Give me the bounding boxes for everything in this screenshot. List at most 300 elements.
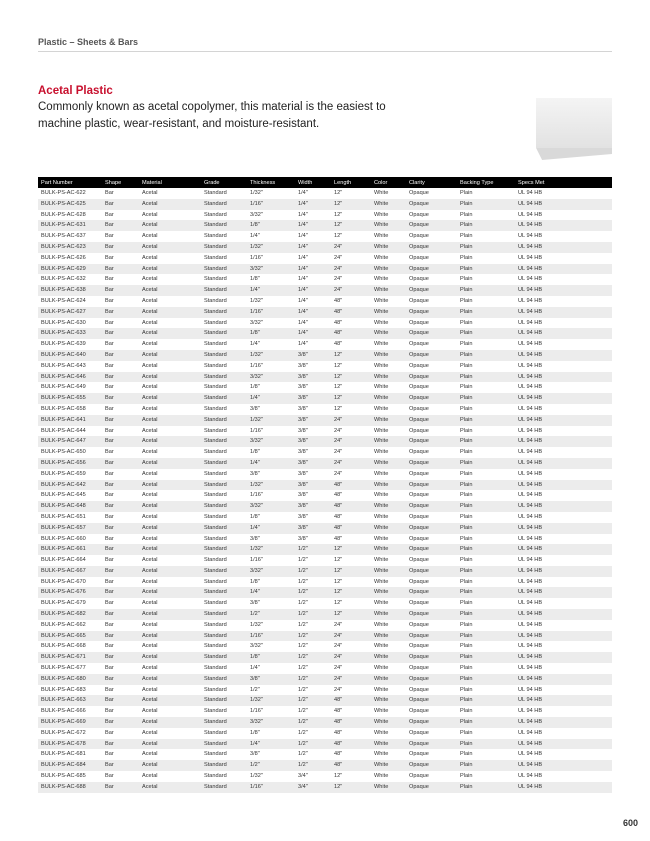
cell-width: 3/8": [295, 393, 331, 404]
cell-backing-type: Plain: [460, 297, 473, 304]
cell-shape: Bar: [105, 211, 114, 218]
cell-width: 1/4": [298, 211, 308, 218]
cell-length: 24": [331, 415, 371, 426]
cell-specs-met: UL 94 HB: [518, 470, 543, 477]
cell-shape: Bar: [102, 328, 139, 339]
cell-thickness: 1/32": [247, 695, 295, 706]
cell-length: 24": [334, 643, 343, 650]
cell-material: Acetal: [142, 621, 158, 628]
cell-grade: Standard: [204, 751, 227, 758]
cell-clarity: Opaque: [409, 190, 429, 196]
cell-length: 24": [334, 686, 343, 693]
cell-clarity: Opaque: [406, 285, 457, 296]
cell-part-number: BULK-PS-AC-660: [41, 535, 86, 542]
cell-clarity: Opaque: [409, 211, 429, 218]
cell-part-number: BULK-PS-AC-628: [41, 211, 86, 218]
cell-length: 24": [331, 652, 371, 663]
cell-backing-type: Plain: [457, 523, 515, 534]
cell-clarity: Opaque: [406, 631, 457, 642]
cell-thickness: 3/32": [247, 372, 295, 383]
cell-part-number: BULK-PS-AC-650: [41, 449, 86, 456]
cell-material: Acetal: [142, 297, 158, 304]
cell-thickness: 1/16": [250, 492, 263, 499]
cell-thickness: 1/8": [247, 652, 295, 663]
cell-thickness: 1/32": [247, 242, 295, 253]
cell-color: White: [374, 470, 389, 477]
cell-specs-met: UL 94 HB: [515, 307, 612, 318]
cell-length: 48": [334, 729, 343, 736]
cell-specs-met: UL 94 HB: [518, 686, 543, 693]
cell-part-number: BULK-PS-AC-665: [38, 631, 102, 642]
cell-backing-type: Plain: [457, 458, 515, 469]
cell-part-number: BULK-PS-AC-645: [41, 492, 86, 499]
table-row: [38, 361, 612, 372]
cell-length: 12": [331, 782, 371, 793]
cell-backing-type: Plain: [457, 350, 515, 361]
cell-specs-met: UL 94 HB: [518, 665, 543, 672]
cell-color: White: [374, 513, 389, 520]
cell-thickness: 1/16": [250, 427, 263, 434]
table-row: [38, 544, 612, 555]
cell-length: 12": [334, 773, 343, 780]
cell-specs-met: UL 94 HB: [515, 220, 612, 231]
cell-grade: Standard: [201, 415, 247, 426]
table-row: [38, 393, 612, 404]
cell-width: 1/2": [295, 674, 331, 685]
cell-shape: Bar: [102, 544, 139, 555]
table-row: [38, 760, 612, 771]
cell-clarity: Opaque: [406, 199, 457, 210]
column-header: Backing Type: [457, 177, 515, 188]
cell-color: White: [371, 199, 406, 210]
cell-clarity: Opaque: [406, 587, 457, 598]
cell-length: 48": [334, 341, 343, 348]
cell-grade: Standard: [201, 501, 247, 512]
table-row: [38, 674, 612, 685]
cell-shape: Bar: [102, 760, 139, 771]
table-row: [38, 717, 612, 728]
cell-backing-type: Plain: [460, 362, 473, 369]
cell-grade: Standard: [204, 427, 227, 434]
cell-material: Acetal: [139, 242, 201, 253]
cell-thickness: 1/8": [247, 220, 295, 231]
cell-part-number: BULK-PS-AC-659: [41, 470, 86, 477]
cell-thickness: 3/8": [250, 470, 260, 477]
cell-part-number: BULK-PS-AC-646: [38, 372, 102, 383]
cell-clarity: Opaque: [409, 621, 429, 628]
cell-specs-met: UL 94 HB: [515, 458, 612, 469]
cell-length: 24": [331, 436, 371, 447]
cell-clarity: Opaque: [406, 480, 457, 491]
cell-thickness: 1/32": [247, 415, 295, 426]
cell-specs-met: UL 94 HB: [518, 384, 543, 391]
cell-backing-type: Plain: [460, 665, 473, 672]
cell-color: White: [371, 695, 406, 706]
cell-shape: Bar: [102, 264, 139, 275]
cell-shape: Bar: [102, 393, 139, 404]
cell-specs-met: UL 94 HB: [515, 436, 612, 447]
cell-thickness: 1/2": [247, 609, 295, 620]
cell-material: Acetal: [139, 436, 201, 447]
cell-part-number: BULK-PS-AC-623: [38, 242, 102, 253]
cell-grade: Standard: [201, 220, 247, 231]
cell-shape: Bar: [102, 436, 139, 447]
cell-grade: Standard: [204, 600, 227, 607]
table-row: [38, 199, 612, 210]
cell-thickness: 1/16": [247, 199, 295, 210]
cell-thickness: 1/8": [250, 384, 260, 391]
cell-length: 48": [331, 695, 371, 706]
cell-clarity: Opaque: [406, 264, 457, 275]
cell-specs-met: UL 94 HB: [518, 297, 543, 304]
cell-thickness: 1/8": [250, 578, 260, 585]
cell-length: 48": [331, 307, 371, 318]
cell-length: 48": [334, 297, 343, 304]
table-row: [38, 242, 612, 253]
cell-shape: Bar: [105, 190, 114, 196]
cell-length: 12": [334, 233, 343, 240]
column-header: Grade: [201, 177, 247, 188]
cell-material: Acetal: [142, 643, 158, 650]
cell-backing-type: Plain: [457, 436, 515, 447]
table-row: [38, 382, 612, 393]
cell-shape: Bar: [105, 384, 114, 391]
cell-thickness: 3/32": [250, 211, 263, 218]
table-row: [38, 512, 612, 523]
cell-backing-type: Plain: [457, 307, 515, 318]
cell-width: 1/2": [295, 544, 331, 555]
cell-grade: Standard: [201, 480, 247, 491]
cell-specs-met: UL 94 HB: [518, 276, 543, 283]
cell-specs-met: UL 94 HB: [515, 285, 612, 296]
cell-part-number: BULK-PS-AC-632: [41, 276, 86, 283]
cell-grade: Standard: [204, 211, 227, 218]
table-row: [38, 210, 612, 221]
cell-backing-type: Plain: [460, 535, 473, 542]
cell-shape: Bar: [102, 285, 139, 296]
cell-grade: Standard: [204, 297, 227, 304]
cell-thickness: 1/8": [250, 276, 260, 283]
cell-part-number: BULK-PS-AC-657: [38, 523, 102, 534]
cell-clarity: Opaque: [406, 609, 457, 620]
cell-part-number: BULK-PS-AC-679: [41, 600, 86, 607]
cell-length: 48": [331, 328, 371, 339]
cell-thickness: 3/32": [247, 566, 295, 577]
column-header: Material: [139, 177, 201, 188]
cell-part-number: BULK-PS-AC-622: [41, 190, 86, 196]
table-header-row: [38, 177, 612, 188]
cell-part-number: BULK-PS-AC-685: [41, 773, 86, 780]
table-row: [38, 318, 612, 329]
cell-material: Acetal: [142, 341, 158, 348]
table-row: [38, 523, 612, 534]
cell-part-number: BULK-PS-AC-626: [41, 254, 86, 261]
cell-specs-met: UL 94 HB: [518, 449, 543, 456]
cell-clarity: Opaque: [406, 717, 457, 728]
acetal-sheet-icon: [536, 98, 612, 160]
cell-material: Acetal: [139, 587, 201, 598]
cell-part-number: BULK-PS-AC-644: [41, 427, 86, 434]
cell-backing-type: Plain: [457, 393, 515, 404]
cell-shape: Bar: [105, 319, 114, 326]
cell-color: White: [371, 264, 406, 275]
cell-material: Acetal: [139, 523, 201, 534]
cell-color: White: [374, 708, 389, 715]
cell-grade: Standard: [204, 492, 227, 499]
cell-width: 1/4": [295, 220, 331, 231]
cell-length: 48": [334, 319, 343, 326]
cell-material: Acetal: [142, 513, 158, 520]
cell-thickness: 1/32": [247, 480, 295, 491]
cell-length: 48": [331, 760, 371, 771]
cell-specs-met: UL 94 HB: [515, 328, 612, 339]
cell-thickness: 1/4": [250, 233, 260, 240]
cell-width: 3/8": [298, 492, 308, 499]
cell-color: White: [374, 341, 389, 348]
cell-color: White: [374, 729, 389, 736]
cell-specs-met: UL 94 HB: [515, 674, 612, 685]
cell-backing-type: Plain: [457, 587, 515, 598]
cell-material: Acetal: [139, 717, 201, 728]
cell-clarity: Opaque: [406, 501, 457, 512]
cell-specs-met: UL 94 HB: [518, 773, 543, 780]
cell-thickness: 1/4": [247, 393, 295, 404]
cell-length: 12": [334, 190, 343, 196]
cell-shape: Bar: [102, 372, 139, 383]
cell-thickness: 3/32": [250, 643, 263, 650]
cell-backing-type: Plain: [457, 220, 515, 231]
cell-specs-met: UL 94 HB: [515, 480, 612, 491]
cell-clarity: Opaque: [406, 415, 457, 426]
cell-material: Acetal: [142, 729, 158, 736]
table-row: [38, 555, 612, 566]
cell-material: Acetal: [142, 535, 158, 542]
cell-part-number: BULK-PS-AC-642: [38, 480, 102, 491]
cell-specs-met: UL 94 HB: [518, 621, 543, 628]
cell-length: 48": [334, 708, 343, 715]
cell-thickness: 3/32": [247, 501, 295, 512]
cell-clarity: Opaque: [406, 674, 457, 685]
cell-width: 3/8": [295, 480, 331, 491]
table-row: [38, 631, 612, 642]
cell-clarity: Opaque: [409, 600, 429, 607]
cell-shape: Bar: [105, 600, 114, 607]
cell-specs-met: UL 94 HB: [518, 557, 543, 564]
cell-length: 48": [331, 480, 371, 491]
cell-shape: Bar: [102, 652, 139, 663]
cell-clarity: Opaque: [406, 544, 457, 555]
cell-part-number: BULK-PS-AC-666: [41, 708, 86, 715]
cell-backing-type: Plain: [460, 773, 473, 780]
cell-backing-type: Plain: [460, 384, 473, 391]
cell-thickness: 1/16": [250, 557, 263, 564]
cell-thickness: 1/32": [250, 773, 263, 780]
cell-grade: Standard: [201, 458, 247, 469]
cell-clarity: Opaque: [406, 372, 457, 383]
cell-part-number: BULK-PS-AC-663: [38, 695, 102, 706]
cell-width: 3/8": [295, 372, 331, 383]
cell-length: 48": [331, 523, 371, 534]
cell-material: Acetal: [142, 578, 158, 585]
cell-color: White: [371, 544, 406, 555]
cell-backing-type: Plain: [460, 405, 473, 412]
table-row: [38, 695, 612, 706]
cell-width: 1/4": [298, 233, 308, 240]
cell-material: Acetal: [142, 254, 158, 261]
cell-width: 3/8": [295, 436, 331, 447]
cell-length: 48": [331, 717, 371, 728]
cell-width: 3/4": [298, 773, 308, 780]
cell-width: 1/2": [298, 578, 308, 585]
cell-color: White: [374, 211, 389, 218]
cell-grade: Standard: [204, 470, 227, 477]
table-row: [38, 534, 612, 545]
cell-clarity: Opaque: [406, 328, 457, 339]
cell-shape: Bar: [102, 566, 139, 577]
cell-shape: Bar: [102, 523, 139, 534]
table-row: [38, 609, 612, 620]
cell-length: 12": [331, 393, 371, 404]
column-header: Shape: [102, 177, 139, 188]
cell-shape: Bar: [102, 350, 139, 361]
cell-color: White: [371, 674, 406, 685]
cell-thickness: 1/16": [250, 708, 263, 715]
cell-material: Acetal: [142, 449, 158, 456]
cell-clarity: Opaque: [406, 436, 457, 447]
cell-thickness: 1/4": [250, 341, 260, 348]
cell-shape: Bar: [105, 427, 114, 434]
cell-grade: Standard: [204, 578, 227, 585]
cell-thickness: 1/4": [247, 587, 295, 598]
cell-grade: Standard: [204, 665, 227, 672]
cell-clarity: Opaque: [406, 458, 457, 469]
cell-thickness: 1/16": [250, 362, 263, 369]
cell-part-number: BULK-PS-AC-631: [38, 220, 102, 231]
cell-backing-type: Plain: [460, 492, 473, 499]
cell-backing-type: Plain: [460, 427, 473, 434]
cell-backing-type: Plain: [457, 199, 515, 210]
cell-clarity: Opaque: [406, 739, 457, 750]
cell-shape: Bar: [105, 405, 114, 412]
cell-shape: Bar: [105, 297, 114, 304]
cell-grade: Standard: [204, 686, 227, 693]
cell-length: 12": [331, 609, 371, 620]
table-row: [38, 739, 612, 750]
cell-part-number: BULK-PS-AC-676: [38, 587, 102, 598]
cell-color: White: [371, 652, 406, 663]
cell-specs-met: UL 94 HB: [518, 211, 543, 218]
table-row: [38, 749, 612, 760]
cell-color: White: [374, 427, 389, 434]
cell-material: Acetal: [142, 276, 158, 283]
cell-material: Acetal: [139, 415, 201, 426]
cell-color: White: [374, 319, 389, 326]
cell-width: 1/2": [295, 587, 331, 598]
cell-color: White: [371, 220, 406, 231]
cell-width: 1/2": [298, 600, 308, 607]
cell-material: Acetal: [142, 427, 158, 434]
cell-width: 1/2": [298, 686, 308, 693]
cell-specs-met: UL 94 HB: [518, 535, 543, 542]
cell-specs-met: UL 94 HB: [518, 341, 543, 348]
cell-clarity: Opaque: [406, 242, 457, 253]
cell-clarity: Opaque: [409, 276, 429, 283]
column-header: Part Number: [38, 177, 102, 188]
cell-material: Acetal: [139, 501, 201, 512]
cell-specs-met: UL 94 HB: [518, 362, 543, 369]
cell-specs-met: UL 94 HB: [518, 643, 543, 650]
cell-shape: Bar: [102, 782, 139, 793]
cell-color: White: [371, 717, 406, 728]
cell-shape: Bar: [105, 341, 114, 348]
cell-width: 3/8": [298, 405, 308, 412]
cell-clarity: Opaque: [409, 405, 429, 412]
cell-specs-met: UL 94 HB: [518, 600, 543, 607]
cell-color: White: [374, 276, 389, 283]
cell-backing-type: Plain: [460, 276, 473, 283]
cell-clarity: Opaque: [406, 220, 457, 231]
table-row: [38, 685, 612, 696]
cell-grade: Standard: [201, 674, 247, 685]
cell-part-number: BULK-PS-AC-658: [41, 405, 86, 412]
table-row: [38, 458, 612, 469]
cell-backing-type: Plain: [460, 341, 473, 348]
cell-material: Acetal: [142, 773, 158, 780]
table-row: [38, 350, 612, 361]
cell-shape: Bar: [105, 470, 114, 477]
cell-specs-met: UL 94 HB: [515, 631, 612, 642]
cell-length: 12": [334, 405, 343, 412]
cell-backing-type: Plain: [457, 544, 515, 555]
cell-width: 3/8": [298, 427, 308, 434]
cell-clarity: Opaque: [409, 470, 429, 477]
cell-material: Acetal: [142, 686, 158, 693]
cell-width: 1/2": [295, 695, 331, 706]
cell-shape: Bar: [105, 557, 114, 564]
cell-clarity: Opaque: [406, 393, 457, 404]
cell-backing-type: Plain: [457, 782, 515, 793]
cell-shape: Bar: [105, 449, 114, 456]
cell-width: 1/2": [298, 751, 308, 758]
cell-specs-met: UL 94 HB: [515, 609, 612, 620]
cell-material: Acetal: [139, 285, 201, 296]
cell-grade: Standard: [204, 190, 227, 196]
cell-part-number: BULK-PS-AC-647: [38, 436, 102, 447]
cell-clarity: Opaque: [409, 665, 429, 672]
cell-material: Acetal: [142, 233, 158, 240]
cell-backing-type: Plain: [460, 513, 473, 520]
cell-grade: Standard: [201, 285, 247, 296]
cell-grade: Standard: [204, 621, 227, 628]
cell-thickness: 3/32": [247, 264, 295, 275]
cell-shape: Bar: [102, 717, 139, 728]
cell-width: 3/8": [298, 384, 308, 391]
cell-color: White: [371, 501, 406, 512]
cell-grade: Standard: [204, 729, 227, 736]
cell-specs-met: UL 94 HB: [518, 319, 543, 326]
cell-backing-type: Plain: [460, 557, 473, 564]
cell-shape: Bar: [105, 535, 114, 542]
cell-clarity: Opaque: [409, 751, 429, 758]
cell-shape: Bar: [105, 513, 114, 520]
cell-backing-type: Plain: [457, 739, 515, 750]
cell-backing-type: Plain: [460, 470, 473, 477]
cell-length: 12": [334, 557, 343, 564]
cell-material: Acetal: [142, 362, 158, 369]
cell-color: White: [371, 393, 406, 404]
cell-length: 48": [334, 492, 343, 499]
cell-color: White: [374, 773, 389, 780]
